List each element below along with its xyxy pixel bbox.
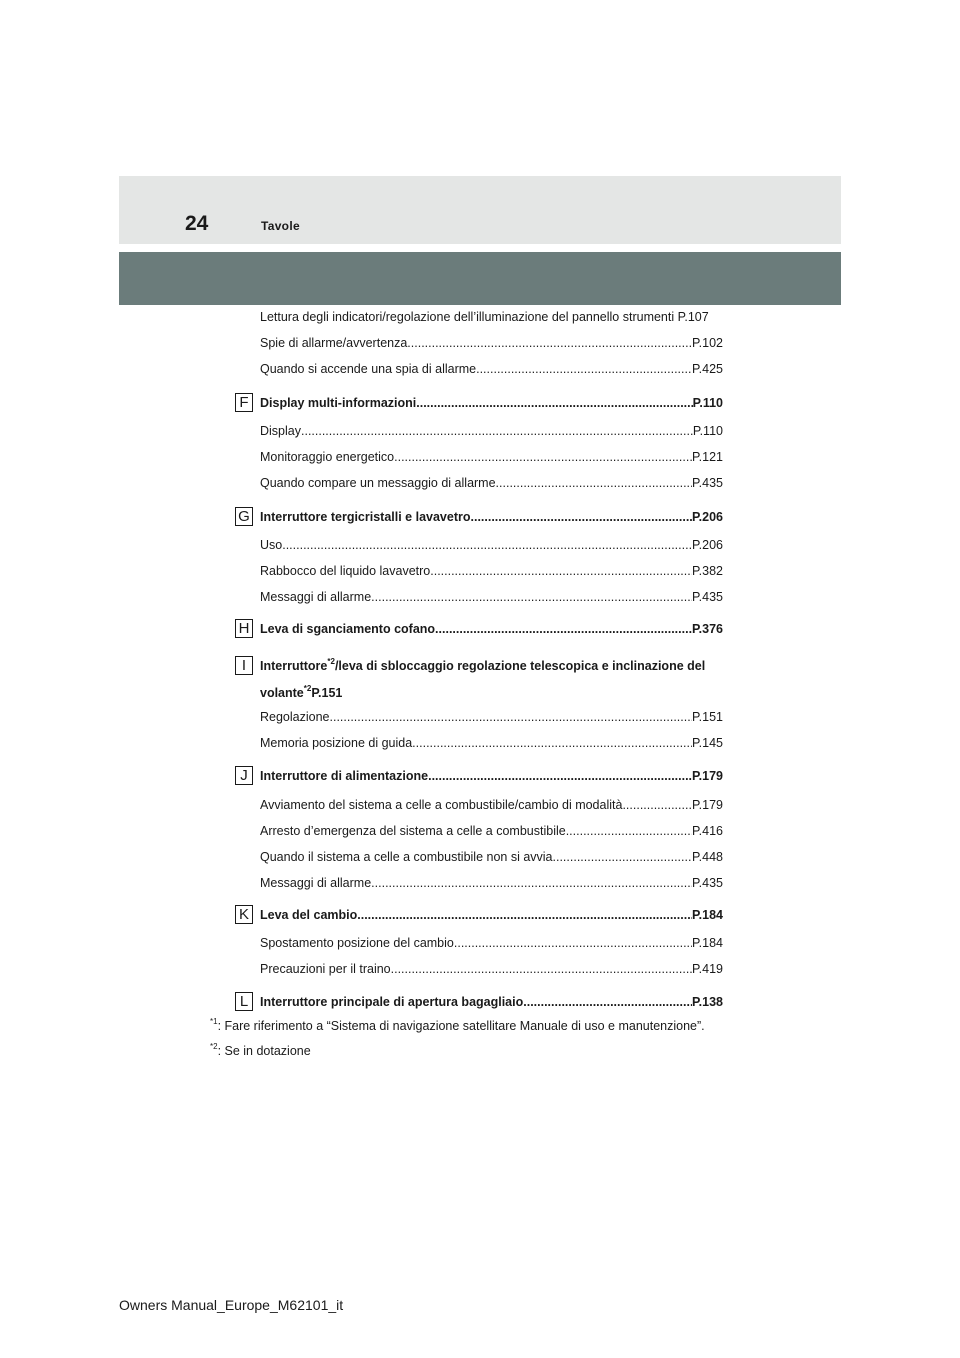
footnote-2: $^{*2}$: Se in dotazione xyxy=(210,1041,311,1058)
header-band-dark xyxy=(119,252,841,305)
index-heading: Leva di sganciamento cofano ..... P.376 xyxy=(260,621,723,637)
index-entry: Memoria posizione di guida ..... P.145 xyxy=(260,735,723,751)
section-letter-g: G xyxy=(235,507,253,526)
index-heading: Display multi-informazioni ..... P.110 xyxy=(260,395,723,411)
section-letter-h: H xyxy=(235,619,253,638)
index-entry: Messaggi di allarme ..... P.435 xyxy=(260,875,723,891)
index-entry: Precauzioni per il traino ..... P.419 xyxy=(260,961,723,977)
index-entry: Messaggi di allarme ..... P.435 xyxy=(260,589,723,605)
page-number: 24 xyxy=(185,212,209,235)
index-entry: Spostamento posizione del cambio ..... P.184 xyxy=(260,935,723,951)
index-entry: Spie di allarme/avvertenza ..... P.102 xyxy=(260,335,723,351)
index-entry: Display ..... P.110 xyxy=(260,423,723,439)
index-entry: Quando il sistema a celle a combustibile non si avvia ..... P.448 xyxy=(260,849,723,865)
index-entry: Quando compare un messaggio di allarme ..... P.435 xyxy=(260,475,723,491)
index-entry: Lettura degli indicatori/regolazione dell’illuminazione del pannello strumenti P.107 xyxy=(260,310,709,324)
index-heading-line2: volante$^{*2}$P.151 xyxy=(260,683,343,700)
index-entry: Quando si accende una spia di allarme ..... P.425 xyxy=(260,361,723,377)
index-entry: Monitoraggio energetico ..... P.121 xyxy=(260,449,723,465)
index-entry: Regolazione ..... P.151 xyxy=(260,709,723,725)
section-title: Tavole xyxy=(261,219,300,233)
section-letter-i: I xyxy=(235,656,253,675)
index-heading: Interruttore principale di apertura bagagliaio ..... P.138 xyxy=(260,994,723,1010)
footer-manual-id: Owners Manual_Europe_M62101_it xyxy=(119,1297,344,1313)
section-letter-l: L xyxy=(235,992,253,1011)
section-letter-f: F xyxy=(235,393,253,412)
header-band-light xyxy=(119,176,841,244)
index-entry: Rabbocco del liquido lavavetro ..... P.382 xyxy=(260,563,723,579)
index-heading: Interruttore tergicristalli e lavavetro ..... P.206 xyxy=(260,509,723,525)
index-entry: Arresto d’emergenza del sistema a celle a combustibile ..... P.416 xyxy=(260,823,723,839)
section-letter-j: J xyxy=(235,766,253,785)
index-heading: Leva del cambio ..... P.184 xyxy=(260,907,723,923)
index-entry: Avviamento del sistema a celle a combustibile/cambio di modalità ..... P.179 xyxy=(260,797,723,813)
footnote-1: $^{*1}$: Fare riferimento a “Sistema di navigazione satellitare Manuale di uso e manutenzione”. xyxy=(210,1016,705,1033)
index-heading-line1: Interruttore$^{*2}$/leva di sbloccaggio regolazione telescopica e inclinazione del xyxy=(260,656,706,673)
index-heading: Interruttore di alimentazione ..... P.179 xyxy=(260,768,723,784)
index-entry: Uso ..... P.206 xyxy=(260,537,723,553)
section-letter-k: K xyxy=(235,905,253,924)
